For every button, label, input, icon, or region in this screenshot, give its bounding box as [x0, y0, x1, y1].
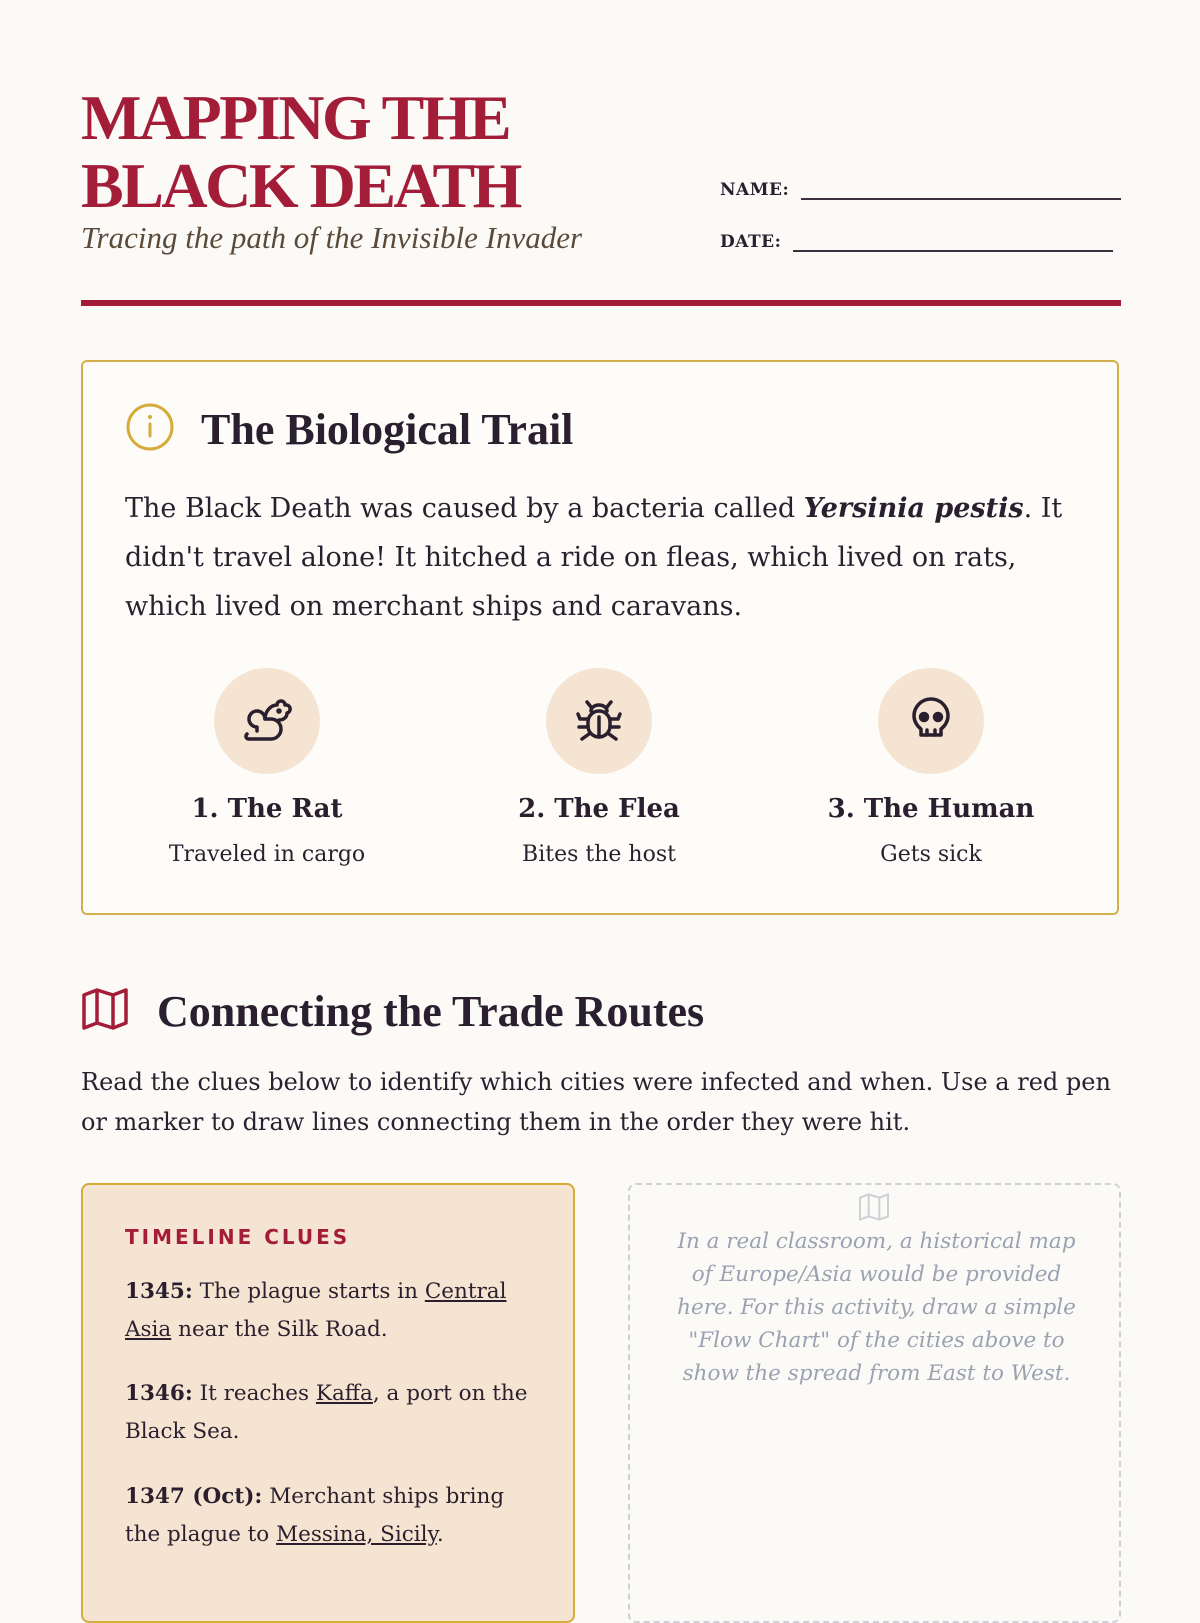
map-placeholder[interactable] [628, 1183, 1121, 1623]
name-label: NAME: [720, 180, 790, 200]
map-icon [81, 985, 129, 1037]
bacteria-name: Yersinia pestis [803, 493, 1024, 524]
clue-text: The plague starts in [192, 1279, 425, 1304]
step-name: 2. The Flea [518, 794, 680, 824]
clue-year: 1346: [125, 1381, 193, 1406]
clue-year: 1347 (Oct): [125, 1484, 263, 1509]
page-subtitle: Tracing the path of the Invisible Invader [81, 220, 583, 255]
clue-text: near the Silk Road. [171, 1317, 388, 1342]
clue-place: Central Asia [125, 1279, 507, 1342]
clues-title: TIMELINE CLUES [125, 1225, 351, 1249]
trade-heading-row [81, 985, 704, 1037]
biological-trail-box [81, 360, 1119, 915]
clue-item [125, 1273, 545, 1349]
skull-icon [878, 668, 984, 774]
name-field[interactable] [720, 174, 1121, 200]
step-description: Bites the host [522, 842, 676, 867]
clue-text: . [436, 1522, 444, 1547]
date-line[interactable] [793, 226, 1113, 252]
step-name: 1. The Rat [191, 794, 343, 824]
step-name: 3. The Human [827, 794, 1035, 824]
name-line[interactable] [801, 174, 1121, 200]
trade-heading: Connecting the Trade Routes [157, 986, 705, 1036]
clue-text: It reaches [192, 1381, 316, 1406]
clue-item [125, 1478, 545, 1554]
clue-item [125, 1375, 545, 1451]
bio-text-part: The Black Death was caused by a bacteria called [125, 493, 804, 524]
clue-text: Merchant ships bring the plague to [125, 1484, 505, 1547]
bio-paragraph [125, 484, 1075, 631]
step-flea [469, 668, 729, 867]
info-icon [125, 402, 175, 456]
step-description: Traveled in cargo [168, 842, 366, 867]
rat-icon [214, 668, 320, 774]
trade-instructions: Read the clues below to identify which cities were infected and when. Use a red pen or marker to draw lines connecting them in the order they were hit. [81, 1068, 1111, 1136]
step-human [801, 668, 1061, 867]
date-label: DATE: [720, 232, 782, 252]
clue-text: , a port on the Black Sea. [125, 1381, 528, 1444]
step-description: Gets sick [880, 842, 982, 867]
timeline-clues-box [81, 1183, 575, 1623]
page-title: MAPPING THE BLACK DEATH [81, 82, 520, 221]
bio-heading: The Biological Trail [201, 404, 574, 454]
flea-bug-icon [546, 668, 652, 774]
clue-place: Kaffa [315, 1381, 373, 1406]
map-placeholder-icon [858, 1191, 890, 1227]
bio-heading-row [125, 402, 573, 456]
step-rat [137, 668, 397, 867]
header-divider [81, 300, 1121, 306]
map-placeholder-note: In a real classroom, a historical map of Europe/Asia would be provided here. For this activity, draw a simple "Flow Chart" of the cities above to show the spread from East to West. [677, 1229, 1076, 1386]
clue-year: 1345: [125, 1279, 193, 1304]
clue-place: Messina, Sicily [276, 1522, 437, 1547]
bio-text-part: . It didn't travel alone! It hitched a ride on fleas, which lived on rats, which lived on merchant ships and caravans. [125, 493, 1063, 622]
date-field[interactable] [720, 226, 1113, 252]
